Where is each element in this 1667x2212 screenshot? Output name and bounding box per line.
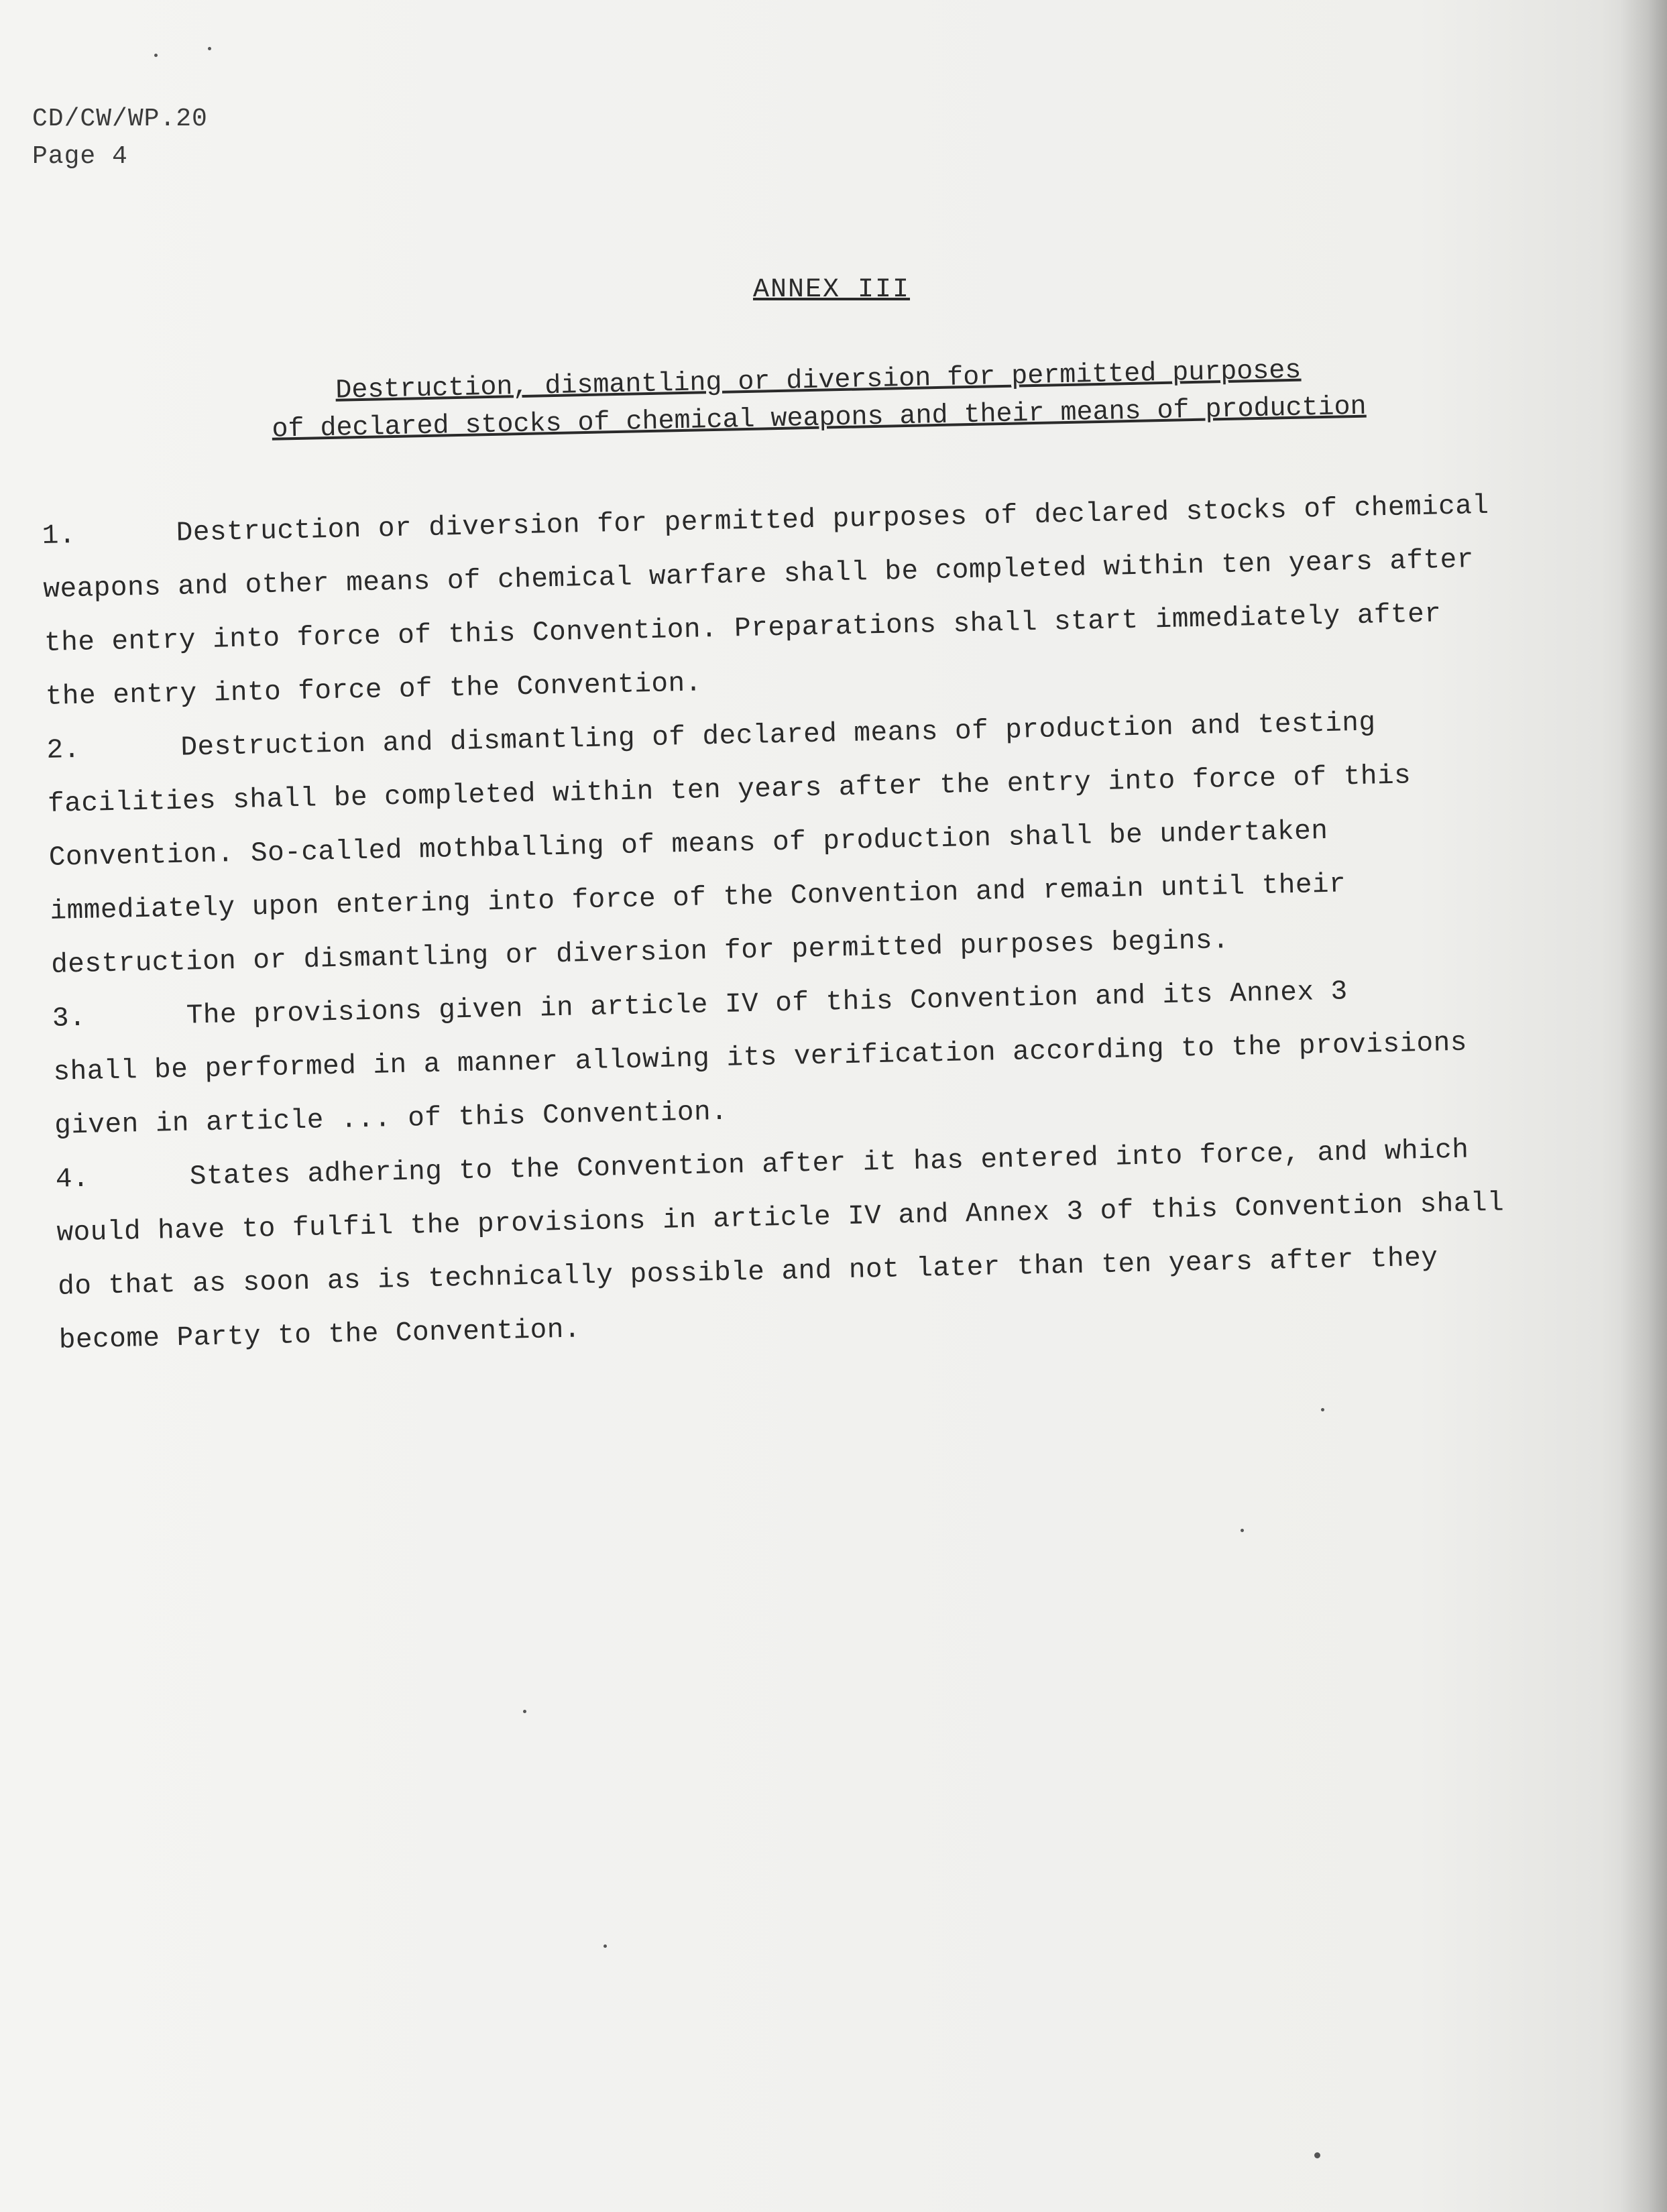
paragraph-text: Destruction or diversion for permitted purposes of declared stocks of chemical — [176, 490, 1489, 549]
page-number: Page 4 — [32, 142, 128, 171]
document-symbol: CD/CW/WP.20 — [32, 105, 208, 133]
paragraph-text: States adhering to the Convention after it has entered into force, and which — [189, 1134, 1469, 1193]
paragraph-number: 1. — [42, 520, 76, 552]
annex-subtitle — [201, 349, 1436, 451]
paragraph-2-line-2: facilities shall be completed within ten years after the entry into force of this — [47, 760, 1412, 820]
paragraph-number: 3. — [52, 1002, 87, 1035]
paragraph-number: 2. — [46, 734, 81, 766]
paragraph-2-line-5: destruction or dismantling or diversion for permitted purposes begins. — [50, 925, 1230, 981]
annex-body — [42, 477, 1595, 1368]
paragraph-4-line-3: do that as soon as is technically possible and not later than ten years after they — [57, 1242, 1438, 1303]
scan-speck — [1241, 1529, 1244, 1532]
scan-speck — [603, 1944, 607, 1948]
paragraph-1-line-4: the entry into force of the Convention. — [45, 668, 703, 713]
annex-subtitle-line-2: of declared stocks of chemical weapons and their means of production — [272, 392, 1367, 445]
scan-speck — [1321, 1408, 1324, 1411]
paragraph-1-line-2: weapons and other means of chemical warfare shall be completed within ten years after — [43, 544, 1475, 605]
paragraph-4-line-4: become Party to the Convention. — [58, 1314, 581, 1356]
annex-subtitle-line-1: Destruction, dismantling or diversion for permitted purposes — [335, 355, 1302, 406]
page-edge-shadow — [1620, 0, 1667, 2212]
document-header — [32, 101, 208, 176]
paragraph-2-line-3: Convention. So-called mothballing of means of production shall be undertaken — [48, 815, 1328, 874]
scan-speck — [1314, 2152, 1320, 2158]
scan-speck — [208, 47, 211, 50]
paragraph-text: Destruction and dismantling of declared means of production and testing — [180, 707, 1376, 764]
paragraph-text: The provisions given in article IV of this Convention and its Annex 3 — [186, 976, 1348, 1032]
paragraph-3-line-3: given in article ... of this Convention. — [54, 1096, 728, 1142]
paragraph-1-line-3: the entry into force of this Convention. Preparations shall start immediately after — [44, 599, 1442, 659]
paragraph-4-line-2: would have to fulfil the provisions in article IV and Annex 3 of this Convention shall — [56, 1187, 1505, 1249]
annex-title: ANNEX III — [752, 275, 911, 305]
scan-speck — [154, 54, 158, 57]
paragraph-2-line-4: immediately upon entering into force of the Convention and remain until their — [50, 869, 1346, 927]
paragraph-3-line-2: shall be performed in a manner allowing its verification according to the provisions — [53, 1027, 1468, 1088]
paragraph-number: 4. — [55, 1163, 90, 1196]
scan-speck — [523, 1710, 526, 1713]
